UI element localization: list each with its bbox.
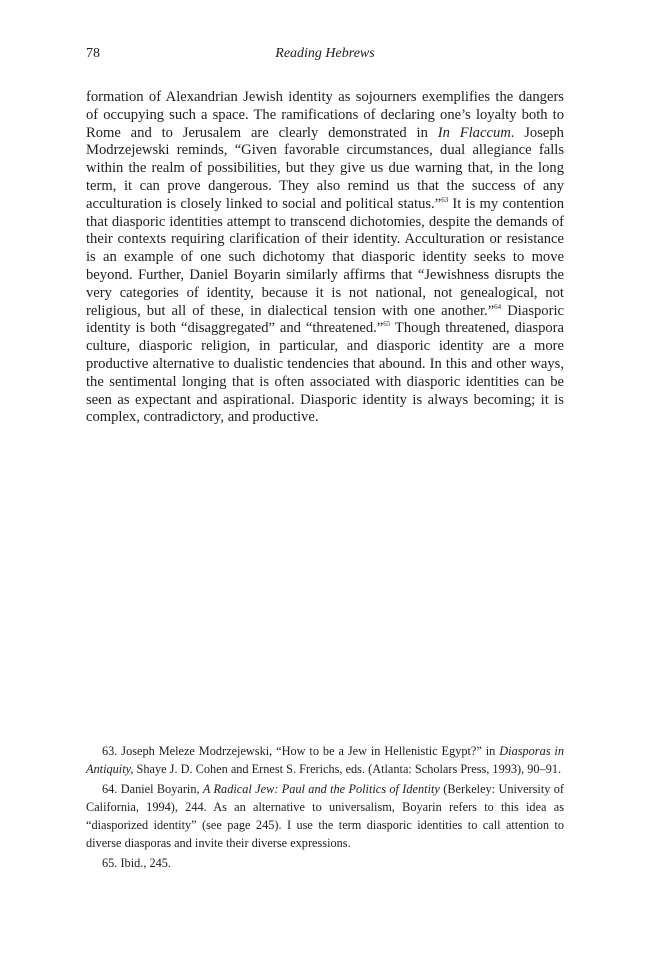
footnote-text: Joseph Meleze Modrzejewski, “How to be a Jew in Hellenistic Egypt?” in — [117, 744, 500, 758]
body-paragraph — [86, 89, 564, 427]
footnote-number: 63. — [102, 744, 118, 758]
footnote-text: Shaye J. D. Cohen and Ernest S. Frerichs, eds. (Atlanta: Scholars Press, 1993), 90–91. — [133, 762, 562, 776]
footnote-ref-63[interactable]: 63 — [441, 195, 449, 204]
footnotes — [86, 742, 564, 874]
body-text-segment: Diasporic identity is both “disaggregated” and “threatened.” — [86, 302, 564, 337]
footnote-number: 64. — [102, 782, 118, 796]
footnote-text: (Berkeley: University of California, 1994), 244. As an alternative to universalism, Boyarin refers to this idea as “diasporized identity” (see page 245). I use the term diasporic identities to call attention to diverse diasporas and invite their diverse expressions. — [86, 782, 564, 850]
footnote-ref-65[interactable]: 65 — [383, 320, 391, 329]
page-number: 78 — [86, 46, 100, 61]
body-text-segment: It is my contention that diasporic identities attempt to transcend dichotomies, despite the demands of their contexts requiring clarification of their identity. Acculturation or resistance is an example of one such dichotomy that diasporic identity seeks to move beyond. Further, Daniel Boyarin similarly affirms that “Jewishness disrupts the very categories of identity, because it is not national, not genealogical, not religious, but all of these, in dialectical tension with one another.” — [86, 195, 564, 319]
footnote-63 — [86, 742, 564, 778]
footnote-text: Ibid., 245. — [117, 856, 171, 870]
footnote-book-title: Diasporas in Antiquity, — [86, 744, 565, 776]
body-text-segment: . Joseph Modrzejewski reminds, “Given favorable circumstances, dual allegiance falls within the realm of possibilities, but they give us due warning that, in the long term, it can prove dangerous. They also remind us that the success of any acculturation is closely linked to social and political status.” — [86, 124, 564, 212]
body-text-segment: formation of Alexandrian Jewish identity as sojourners exemplifies the dangers of occupying such a space. The ramifications of declaring one’s loyalty both to Rome and to Jerusalem are clearly demonstrated in — [86, 89, 564, 141]
footnote-ref-64[interactable]: 64 — [494, 302, 502, 311]
footnote-text: Daniel Boyarin, — [117, 782, 203, 796]
footnote-64 — [86, 780, 564, 852]
running-head — [86, 44, 564, 64]
running-title: Reading Hebrews — [275, 46, 375, 61]
body-text-segment: Though threatened, diaspora culture, diasporic religion, in particular, and diasporic identity are a more productive alternative to dualistic tendencies that abound. In this and other ways, the sentimental longing that is often associated with diasporic identities can be seen as expectant and aspirational. Diasporic identity is always becoming; it is complex, contradictory, and productive. — [86, 320, 565, 426]
book-title-in-flaccum: In Flaccum — [437, 124, 511, 141]
footnote-number: 65. — [102, 856, 118, 870]
footnote-book-title: A Radical Jew: Paul and the Politics of Identity — [202, 782, 440, 796]
footnote-65 — [86, 854, 564, 872]
